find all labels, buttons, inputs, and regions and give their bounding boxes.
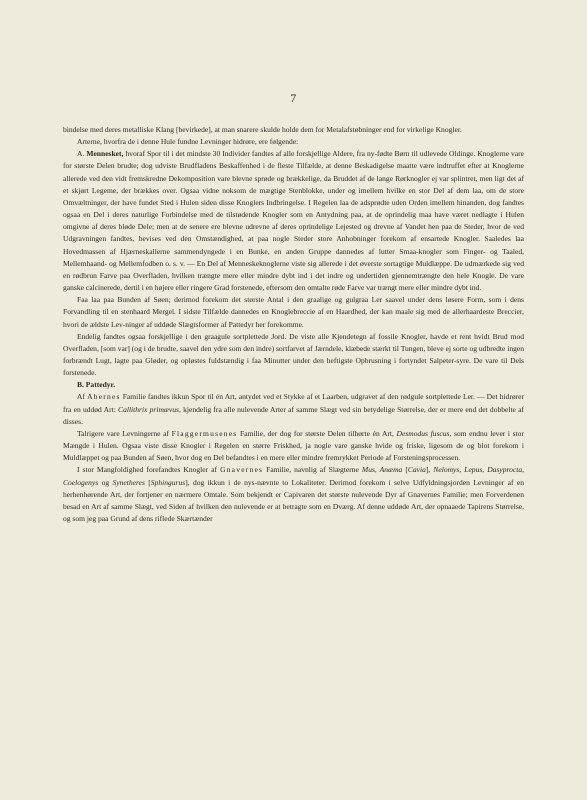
family-name: Gnavernes <box>220 465 264 475</box>
genus-name: Mus, Anæma <box>361 465 403 475</box>
text: Arterne, hvorfra de i denne Hule fundne Levninger hidrøre, ere følgende: <box>77 137 299 147</box>
paragraph <box>63 294 524 330</box>
section-heading <box>63 379 524 391</box>
section-label: A. <box>77 149 85 159</box>
text: [ <box>144 477 151 487</box>
paragraph <box>63 464 524 525</box>
section-term: Mennesket, <box>86 149 124 159</box>
genus-name: Sphingurus <box>150 477 186 487</box>
text: som endnu lever i stor Mængde i Hulen. Ogsaa viste disse Knogler i Regelen en større Friskhed, ja nogle vare ganske hvide og friske, ligesom de og blot forekom i Muldlæppet og paa Bunden af Søen, hvor dog en Del befandtes i en mere eller mindre fremrykket Periode af Forsteningsprocessen. <box>63 428 524 463</box>
species-name: Callithrix primævus, <box>118 404 181 414</box>
species-name: Desmodus fuscus, <box>396 428 452 438</box>
page-number: 7 <box>290 91 297 105</box>
text: bindelse med deres metalliske Klang [bevirkede], at man snarere skulde holde dem for Metalafstøbninger end for virkelige Knogler. <box>63 125 462 134</box>
family-name: Abernes <box>87 392 121 402</box>
text: Endelig fandtes ogsaa forskjellige i den graagule sortplettede Jord. De viste alle Kjendetegn af fossile Knogler, havde et rent hvidt Brud mod Overfladen, [som var] (og i de brudte, saavel den ydre som den indre) sortfarvet af Jærndele, klæbede stærkt til Tungen, bleve ej sorte og udbredte ingen forbrændt Lugt, lagte paa Gløder, og opløstes fuldstændig i faa Minutter under den heftigste Opbrusning i fortyndet Salpeter-syre. De vare til Dels forstenede. <box>63 331 524 378</box>
paragraph <box>63 391 524 427</box>
text: Familie fandtes ikkun Spor til én Art, antydet ved et Stykke af et Laarben, udgravet af den rødgule sortplettede Ler. — Det hidrører fra en uddød Art: <box>63 392 524 414</box>
paragraph <box>63 136 524 148</box>
text: ], <box>425 465 434 475</box>
text: [ <box>402 465 408 475</box>
genus-name: Nelomys, Lepus, Dasyprocta, Coelogenys <box>63 465 525 487</box>
text: Faa laa paa Bunden af Søen; derimod forekom det største Antal i den graalige og gulgraa Ler saavel under dens løsere Form, som i dens Forvandling til en stenhaard Mergel. I sidste Tilfælde dannedes en Knoglebreccie af en Haardhed, der kan maale sig med de allerhaardeste Breccier, hvori de ældste Lev-ninger af uddøde Slægtsformer af Pattedyr her forekomme. <box>63 295 524 329</box>
paragraph <box>63 124 524 136</box>
text: Familie, der dog for største Delen tilhørte én Art, <box>237 428 397 438</box>
text: kjendelig fra alle nulevende Arter af samme Slægt ved sin betydelige Størrelse, der er mere end det dobbelte af disses. <box>63 404 524 426</box>
text: Af <box>77 392 88 402</box>
paragraph <box>63 428 524 464</box>
body-text <box>63 124 524 525</box>
heading-text: B. Pattedyr. <box>77 380 116 390</box>
family-name: Flaggermusenes <box>171 428 238 438</box>
text: I stor Mangfoldighed forefandtes Knogler af <box>77 465 221 475</box>
genus-name: Cavia <box>407 465 426 475</box>
text: ], dog ikkun i de nys-nævnte to Lokaliteter. Derimod forekom i selve Udfyldningsjorden Levninger af en herhenhørende Art, der fortjener en nærmere Omtale. Som bekjendt er Capivaren det største nulevende Dyr af Gnavernes Familie; men Forverdenen besad en Art af samme Slægt, ved Siden af hvilken den nulevende er at betragte som en Dværg. Af denne uddøde Art, der opnaaede Tapirens Størrelse, og som jeg paa Grund af dens riflede Skærtænder <box>63 477 524 523</box>
text: Familie, navnlig af Slægterne <box>263 465 362 475</box>
paragraph <box>63 331 524 380</box>
text: hvoraf Spor til i det mindste 30 Individer fandtes af alle forskjellige Aldere, fra ny-fødte Børn til udlevede Oldinge. Knoglerne vare for største Delen brudte; dog udviste Brudfladens Beskaffenhed i de fleste Tilfælde, at denne Beskadigelse maatte være indtruffet efter at Knoglerne allerede ved den vidt fremskredne Dekomposition vare blevne sprøde og brækkelige, da Bruddet af de lange Rørknogler ej var splintret, men ligt det af et skjørt Legeme, der brækkes over. Ogsaa vidne noksom de mægtige Stenblokke, under og imellem hvilke en stor Del af dem laa, om de store Omvæltninger, der have fundet Sted i Hulen siden disse Knoglers Indbringelse. I Regelen laa de adsprødte uden Orden imellem hinanden, dog fandtes ogsaa en Del i deres naturlige Forbindelse med de tilstødende Knogler som en Antydning paa, at de oprindelig maa have været nedlagte i Hulen omgivne af deres bløde Dele; men at de senere ere blevne udrevne af deres oprindelige Lejested og drevne af Vandet hen paa de Steder, hvor de ved Udgravningen fandtes, bevises ved den Omstændighed, at paa nogle Steder store Anhobninger forekom af ensartede Knogler. Saaledes laa Hovedmassen af Hjærneskallerne sammendyngede i en Bunke, en anden Gruppe dannedes af lutter Smaa-knogler som Finger- og Taaled, Mellemhaand- og Mellemfodben o. s. v. — En Del af Menneskeknoglerne viste sig allerede i det øverste sortagtige Muldlæppe. De udmærkede sig ved en rødbrun Farve paa Overfladen, hvilken trængte mere eller mindre dybt ind i det indre og undertiden gjennemtrængte den hele Knogle. De vare ganske calcinerede, dertil i en højere eller ringere Grad forstenede, eftersom den omtalte røde Farve var trængt mere eller mindre dybt ind. <box>63 149 524 293</box>
paragraph <box>63 148 524 294</box>
genus-name: Synetheres <box>112 477 145 487</box>
text: og <box>98 477 113 487</box>
text: Talrigere vare Levningerne af <box>77 428 172 438</box>
